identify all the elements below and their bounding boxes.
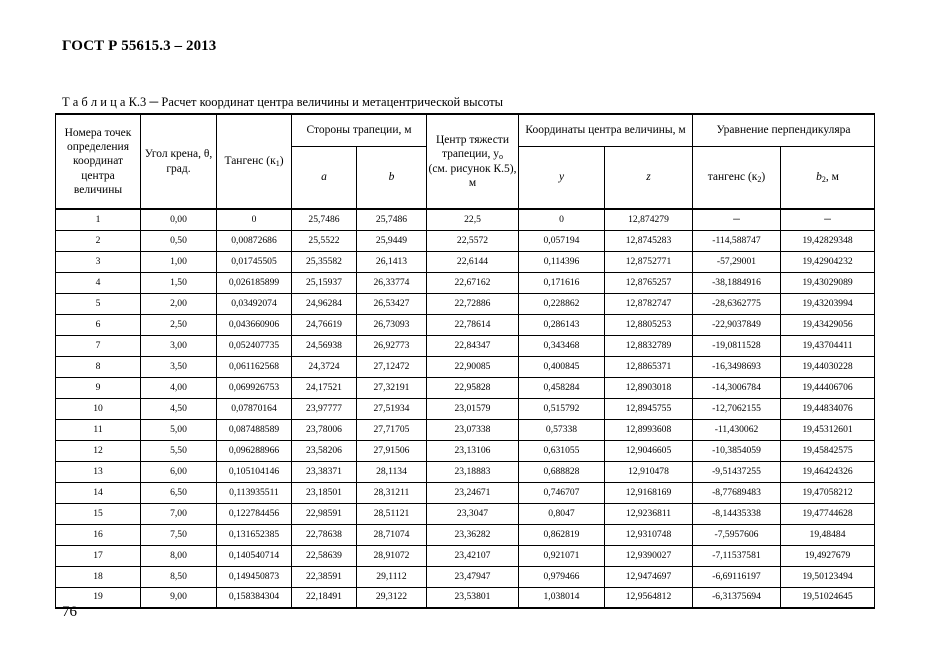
- table-cell: 19,4927679: [781, 545, 875, 566]
- table-cell: 19,46424326: [781, 461, 875, 482]
- table-cell: 0,746707: [519, 482, 605, 503]
- table-body: [56, 209, 875, 608]
- table-cell: 2,50: [141, 314, 217, 335]
- table-cell: 27,12472: [357, 356, 427, 377]
- table-cell: 3: [56, 251, 141, 272]
- table-row: [56, 230, 875, 251]
- table-cell: 0,862819: [519, 524, 605, 545]
- header-centroid-text: Центр тяжести трапеции, у: [436, 134, 509, 161]
- table-cell: 0,515792: [519, 398, 605, 419]
- table-cell: 7,50: [141, 524, 217, 545]
- table-row: [56, 209, 875, 230]
- table-cell: -8,14435338: [693, 503, 781, 524]
- table-cell: 0,149450873: [217, 566, 292, 587]
- table-cell: 23,36282: [427, 524, 519, 545]
- table-cell: 19,51024645: [781, 587, 875, 608]
- table-row: [56, 461, 875, 482]
- table-cell: 23,07338: [427, 419, 519, 440]
- table-cell: 15: [56, 503, 141, 524]
- table-cell: 4,50: [141, 398, 217, 419]
- table-cell: 0,171616: [519, 272, 605, 293]
- table-cell: 12: [56, 440, 141, 461]
- table-row: [56, 251, 875, 272]
- table-cell: 13: [56, 461, 141, 482]
- table-cell: -7,11537581: [693, 545, 781, 566]
- table-row: [56, 356, 875, 377]
- table-cell: 12,9168169: [605, 482, 693, 503]
- table-cell: 12,9310748: [605, 524, 693, 545]
- table-caption: Т а б л и ц а К.3 ─ Расчет координат центра величины и метацентрической высоты: [62, 95, 504, 109]
- table-cell: 23,3047: [427, 503, 519, 524]
- table-cell: 0,688828: [519, 461, 605, 482]
- table-cell: 0,087488589: [217, 419, 292, 440]
- table-row: [56, 314, 875, 335]
- table-cell: 0,00: [141, 209, 217, 230]
- table-cell: 8,50: [141, 566, 217, 587]
- table-cell: 22,78614: [427, 314, 519, 335]
- header-perpendicular-eq: Уравнение перпендикуляра: [693, 114, 875, 146]
- table-cell: -16,3498693: [693, 356, 781, 377]
- document-header: ГОСТ Р 55615.3 – 2013: [62, 38, 217, 54]
- table-cell: 28,91072: [357, 545, 427, 566]
- table-cell: 0,07870164: [217, 398, 292, 419]
- table-cell: 18: [56, 566, 141, 587]
- table-cell: -28,6362775: [693, 293, 781, 314]
- table-cell: 12,8752771: [605, 251, 693, 272]
- table-cell: 23,42107: [427, 545, 519, 566]
- table-cell: 1: [56, 209, 141, 230]
- table-cell: -14,3006784: [693, 377, 781, 398]
- table-cell: 22,67162: [427, 272, 519, 293]
- table-cell: 0,228862: [519, 293, 605, 314]
- table-cell: 0,631055: [519, 440, 605, 461]
- table-cell: 22,98591: [292, 503, 357, 524]
- table-cell: 8: [56, 356, 141, 377]
- table-cell: 27,32191: [357, 377, 427, 398]
- table-cell: 28,1134: [357, 461, 427, 482]
- table-cell: 19,45312601: [781, 419, 875, 440]
- table-cell: 19,43029089: [781, 272, 875, 293]
- table-cell: 27,71705: [357, 419, 427, 440]
- table-cell: 26,53427: [357, 293, 427, 314]
- table-cell: 0,343468: [519, 335, 605, 356]
- table-cell: 0,114396: [519, 251, 605, 272]
- table-cell: 0,052407735: [217, 335, 292, 356]
- table-cell: 19,44406706: [781, 377, 875, 398]
- table-cell: 0,105104146: [217, 461, 292, 482]
- table-cell: 26,33774: [357, 272, 427, 293]
- table-cell: 3,50: [141, 356, 217, 377]
- table-cell: 12,8765257: [605, 272, 693, 293]
- table-cell: 24,96284: [292, 293, 357, 314]
- table-cell: 23,18501: [292, 482, 357, 503]
- table-cell: 1,50: [141, 272, 217, 293]
- table-cell: 5: [56, 293, 141, 314]
- table-row: [56, 503, 875, 524]
- table-cell: 19,42904232: [781, 251, 875, 272]
- table-cell: 19,44834076: [781, 398, 875, 419]
- table-cell: 27,51934: [357, 398, 427, 419]
- table-cell: ─: [693, 209, 781, 230]
- table-cell: 10: [56, 398, 141, 419]
- table-cell: 27,91506: [357, 440, 427, 461]
- table-cell: -10,3854059: [693, 440, 781, 461]
- header-trapezoid-centroid: [427, 114, 519, 209]
- table-cell: 22,84347: [427, 335, 519, 356]
- table-cell: 25,7486: [292, 209, 357, 230]
- table-cell: 23,97777: [292, 398, 357, 419]
- table-cell: ─: [781, 209, 875, 230]
- table-row: [56, 566, 875, 587]
- table-cell: 9,00: [141, 587, 217, 608]
- header-perp-b-sub: 2: [821, 174, 826, 184]
- table-cell: 23,47947: [427, 566, 519, 587]
- table-cell: 12,9564812: [605, 587, 693, 608]
- table-cell: 22,95828: [427, 377, 519, 398]
- table-row: [56, 482, 875, 503]
- table-cell: 11: [56, 419, 141, 440]
- table-cell: 0,50: [141, 230, 217, 251]
- header-coord-y: y: [519, 146, 605, 209]
- table-cell: 12,8832789: [605, 335, 693, 356]
- header-perp-b2: [781, 146, 875, 209]
- table-cell: 12,8993608: [605, 419, 693, 440]
- table-cell: 22,18491: [292, 587, 357, 608]
- table-cell: 17: [56, 545, 141, 566]
- table-row: [56, 545, 875, 566]
- table-cell: 12,9236811: [605, 503, 693, 524]
- table-cell: 0,921071: [519, 545, 605, 566]
- table-cell: 0,043660906: [217, 314, 292, 335]
- table-row: [56, 377, 875, 398]
- table-cell: 0: [217, 209, 292, 230]
- table-cell: 5,50: [141, 440, 217, 461]
- table-cell: 4: [56, 272, 141, 293]
- table-cell: 23,01579: [427, 398, 519, 419]
- table-cell: 6: [56, 314, 141, 335]
- header-tangent-k1: [217, 114, 292, 209]
- table-cell: 0,979466: [519, 566, 605, 587]
- header-perp-tangent-end: ): [761, 170, 766, 183]
- table-cell: 28,51121: [357, 503, 427, 524]
- table-cell: 2,00: [141, 293, 217, 314]
- table-cell: 0,069926753: [217, 377, 292, 398]
- table-cell: 7: [56, 335, 141, 356]
- table-cell: 22,90085: [427, 356, 519, 377]
- table-cell: 12,8805253: [605, 314, 693, 335]
- table-row: [56, 440, 875, 461]
- table-cell: 22,38591: [292, 566, 357, 587]
- table-cell: 12,8745283: [605, 230, 693, 251]
- header-point-number: Номера точек определения координат центра величины: [56, 114, 141, 209]
- header-centroid-sub: о: [499, 152, 504, 162]
- header-tangent-k1-text: Тангенс (к: [224, 155, 276, 168]
- table-row: [56, 419, 875, 440]
- table-cell: 23,53801: [427, 587, 519, 608]
- header-perp-tangent-text: тангенс (к: [707, 170, 758, 183]
- table-cell: 25,9449: [357, 230, 427, 251]
- table-cell: 24,3724: [292, 356, 357, 377]
- table-cell: 0,01745505: [217, 251, 292, 272]
- table-cell: 12,910478: [605, 461, 693, 482]
- table-cell: -22,9037849: [693, 314, 781, 335]
- header-heel-angle: Угол крена, θ, град.: [141, 114, 217, 209]
- table-cell: 28,71074: [357, 524, 427, 545]
- table-cell: 23,18883: [427, 461, 519, 482]
- table-cell: 19,43429056: [781, 314, 875, 335]
- table-cell: 22,58639: [292, 545, 357, 566]
- table-cell: 3,00: [141, 335, 217, 356]
- table-cell: 14: [56, 482, 141, 503]
- table-cell: 25,5522: [292, 230, 357, 251]
- table-cell: 19,43203994: [781, 293, 875, 314]
- table-cell: 22,5: [427, 209, 519, 230]
- table-cell: 0,00872686: [217, 230, 292, 251]
- table-cell: 12,8782747: [605, 293, 693, 314]
- table-cell: 7,00: [141, 503, 217, 524]
- table-row: [56, 272, 875, 293]
- table-cell: 12,8903018: [605, 377, 693, 398]
- table-cell: 23,24671: [427, 482, 519, 503]
- table-cell: 8,00: [141, 545, 217, 566]
- header-coord-z: z: [605, 146, 693, 209]
- table-cell: 0,8047: [519, 503, 605, 524]
- table-cell: 22,5572: [427, 230, 519, 251]
- header-side-a: a: [292, 146, 357, 209]
- table-cell: 22,72886: [427, 293, 519, 314]
- table-cell: 23,58206: [292, 440, 357, 461]
- table-cell: 25,35582: [292, 251, 357, 272]
- table-row: [56, 335, 875, 356]
- table-cell: 6,50: [141, 482, 217, 503]
- table-cell: 0,140540714: [217, 545, 292, 566]
- table-cell: 25,15937: [292, 272, 357, 293]
- table-cell: 2: [56, 230, 141, 251]
- table-cell: 16: [56, 524, 141, 545]
- table-row: [56, 587, 875, 608]
- table-cell: 0: [519, 209, 605, 230]
- header-tangent-k1-sub: 1: [275, 159, 280, 169]
- table-cell: -11,430062: [693, 419, 781, 440]
- table-cell: -57,29001: [693, 251, 781, 272]
- header-perp-b-text: b: [816, 170, 822, 183]
- table-cell: 12,874279: [605, 209, 693, 230]
- table-cell: 19,43704411: [781, 335, 875, 356]
- table-cell: 19,50123494: [781, 566, 875, 587]
- header-side-b: b: [357, 146, 427, 209]
- table-cell: -38,1884916: [693, 272, 781, 293]
- table-cell: 23,13106: [427, 440, 519, 461]
- table-cell: 26,1413: [357, 251, 427, 272]
- table-cell: 24,17521: [292, 377, 357, 398]
- table-cell: 0,03492074: [217, 293, 292, 314]
- table-cell: 19,45842575: [781, 440, 875, 461]
- table-cell: 0,57338: [519, 419, 605, 440]
- table-cell: 0,026185899: [217, 272, 292, 293]
- table-cell: 22,78638: [292, 524, 357, 545]
- table-cell: 0,286143: [519, 314, 605, 335]
- table-cell: 29,3122: [357, 587, 427, 608]
- table-cell: 25,7486: [357, 209, 427, 230]
- table-cell: 26,92773: [357, 335, 427, 356]
- table-row: [56, 293, 875, 314]
- table-cell: 0,113935511: [217, 482, 292, 503]
- table-cell: 12,9046605: [605, 440, 693, 461]
- table-header: [56, 114, 875, 209]
- table-cell: 1,038014: [519, 587, 605, 608]
- table-cell: 24,56938: [292, 335, 357, 356]
- table-cell: 19,47744628: [781, 503, 875, 524]
- table-cell: 12,8945755: [605, 398, 693, 419]
- table-cell: 12,9390027: [605, 545, 693, 566]
- table-cell: -9,51437255: [693, 461, 781, 482]
- table-cell: 0,122784456: [217, 503, 292, 524]
- table-cell: 0,061162568: [217, 356, 292, 377]
- data-table: [55, 113, 875, 609]
- table-cell: 29,1112: [357, 566, 427, 587]
- table-cell: -19,0811528: [693, 335, 781, 356]
- table-cell: 1,00: [141, 251, 217, 272]
- header-centroid-rest: (см. рисунок К.5), м: [428, 162, 517, 189]
- table-cell: 19,47058212: [781, 482, 875, 503]
- page-number: 76: [62, 604, 77, 620]
- table-cell: 23,78006: [292, 419, 357, 440]
- table-cell: -8,77689483: [693, 482, 781, 503]
- header-perp-b-unit: , м: [825, 170, 839, 183]
- table-cell: 19,48484: [781, 524, 875, 545]
- table-row: [56, 398, 875, 419]
- table-cell: 0,158384304: [217, 587, 292, 608]
- table-cell: 23,38371: [292, 461, 357, 482]
- table-cell: 9: [56, 377, 141, 398]
- table-cell: -6,69116197: [693, 566, 781, 587]
- header-tangent-k1-end: ): [279, 155, 284, 168]
- header-trapezoid-sides: Стороны трапеции, м: [292, 114, 427, 146]
- table-cell: 12,9474697: [605, 566, 693, 587]
- table-cell: -6,31375694: [693, 587, 781, 608]
- table-cell: 26,73093: [357, 314, 427, 335]
- table-cell: 28,31211: [357, 482, 427, 503]
- table-cell: 0,131652385: [217, 524, 292, 545]
- table-cell: 0,458284: [519, 377, 605, 398]
- header-perp-tangent-sub: 2: [757, 174, 762, 184]
- table-cell: 19,42829348: [781, 230, 875, 251]
- table-cell: 19: [56, 587, 141, 608]
- table-cell: -114,588747: [693, 230, 781, 251]
- table-cell: 0,400845: [519, 356, 605, 377]
- table-cell: 24,76619: [292, 314, 357, 335]
- table-cell: 19,44030228: [781, 356, 875, 377]
- table-cell: 6,00: [141, 461, 217, 482]
- header-perp-tangent-k2: [693, 146, 781, 209]
- table-cell: 5,00: [141, 419, 217, 440]
- table-cell: 12,8865371: [605, 356, 693, 377]
- table-cell: 0,096288966: [217, 440, 292, 461]
- table-cell: 4,00: [141, 377, 217, 398]
- table-row: [56, 524, 875, 545]
- table-cell: -7,5957606: [693, 524, 781, 545]
- table-cell: -12,7062155: [693, 398, 781, 419]
- table-cell: 0,057194: [519, 230, 605, 251]
- table-cell: 22,6144: [427, 251, 519, 272]
- header-buoyancy-coords: Координаты центра величины, м: [519, 114, 693, 146]
